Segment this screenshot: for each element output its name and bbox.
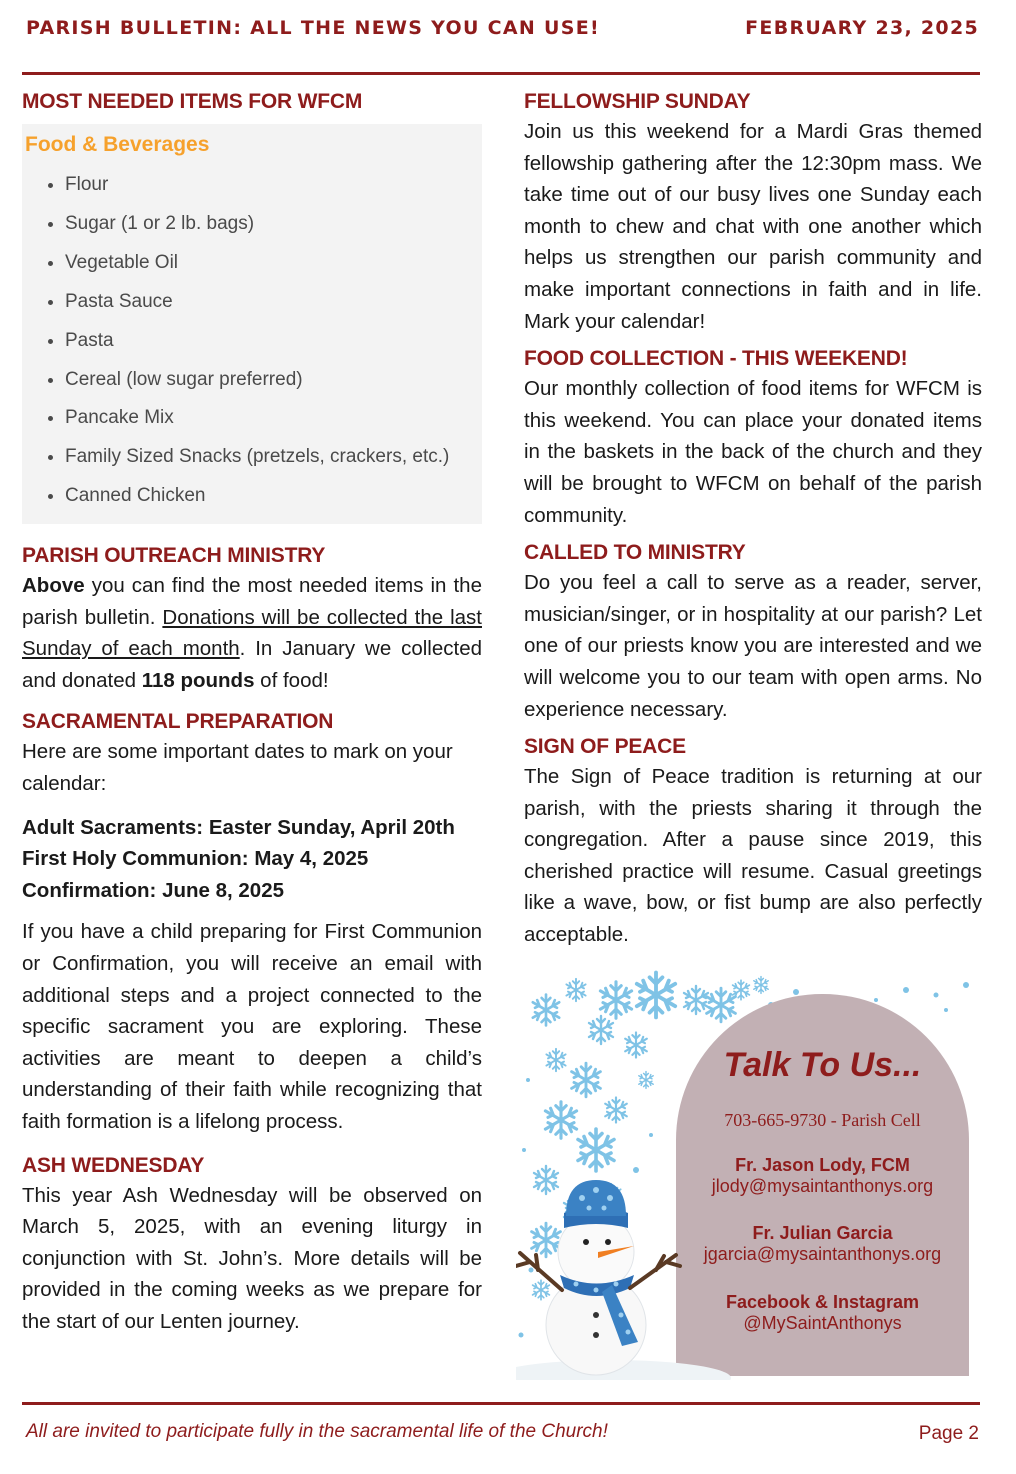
outreach-text-2: . In January we collected and donated [22, 637, 482, 692]
sacramental-intro: Here are some important dates to mark on your calendar: [22, 740, 453, 795]
list-item: • Pasta [65, 322, 482, 361]
list-item: • Sugar (1 or 2 lb. bags) [65, 205, 482, 244]
left-column [22, 88, 482, 1337]
list-item: • Pancake Mix [65, 399, 482, 438]
ash-body: This year Ash Wednesday will be observed on March 5, 2025, with an evening liturgy in conjunction with St. John’s. More details will be provided in the coming weeks as we prepare for the start of our Lenten journey. [22, 1183, 482, 1333]
contact-email[interactable]: jgarcia@mysaintanthonys.org [703, 1244, 942, 1264]
right-column [524, 88, 982, 951]
sacrament-dates [22, 812, 482, 907]
contact-name: Facebook & Instagram [725, 1292, 920, 1312]
contact-julian [676, 1223, 969, 1265]
outreach-bold-start: Above [22, 574, 85, 597]
outreach-text-1: you can find the most needed items in the parish bulletin. [22, 574, 482, 629]
outreach-text-3: of food! [254, 668, 329, 692]
category-title: Food & Beverages [25, 133, 210, 156]
social-handle[interactable]: @MySaintAnthonys [743, 1313, 902, 1333]
bulletin-date: FEBRUARY 23, 2025 [745, 17, 979, 39]
bulletin-title: PARISH BULLETIN: ALL THE NEWS YOU CAN USE! [26, 17, 600, 39]
list-item: • Flour [65, 166, 482, 205]
list-item: • Cereal (low sugar preferred) [65, 361, 482, 400]
talk-title: Talk To Us... [723, 1046, 922, 1084]
page-number: Page 2 [918, 1423, 979, 1444]
needed-items-heading: MOST NEEDED ITEMS FOR WFCM [22, 90, 363, 113]
peace-body: The Sign of Peace tradition is returning at our parish, with the priests sharing it through the congregation. After a pause since 2019, this cherished practice will resume. Casual greetings like a wave, bow, or fist bump are also perfectly acceptable. [524, 765, 982, 947]
ash-heading: ASH WEDNESDAY [22, 1153, 205, 1177]
list-item: • Pasta Sauce [65, 283, 482, 322]
date-confirmation: Confirmation: June 8, 2025 [22, 878, 285, 902]
sacramental-heading: SACRAMENTAL PREPARATION [22, 710, 334, 734]
date-communion: First Holy Communion: May 4, 2025 [22, 847, 369, 871]
sacramental-body: If you have a child preparing for First Communion or Confirmation, you will receive an email with additional steps and a project connected to the specific sacrament you are exploring. These activities are meant to deepen a child’s understanding of their faith while recognizing that faith formation is a lifelong process. [22, 920, 482, 1133]
outreach-underlined: Donations will be collected the last Sunday of each month [22, 605, 482, 661]
called-heading: CALLED TO MINISTRY [524, 541, 746, 565]
list-item: • Vegetable Oil [65, 244, 482, 283]
peace-heading: SIGN OF PEACE [524, 735, 686, 759]
needed-items-list [22, 166, 482, 516]
footer-tagline: All are invited to participate fully in the sacramental life of the Church! [26, 1421, 608, 1442]
contact-name: Fr. Jason Lody, FCM [735, 1155, 910, 1175]
footer-divider [22, 1402, 980, 1405]
date-adult: Adult Sacraments: Easter Sunday, April 20th [22, 815, 455, 839]
header-divider [22, 72, 980, 75]
list-item: • Family Sized Snacks (pretzels, crackers, etc.) [65, 438, 482, 477]
called-body: Do you feel a call to serve as a reader, server, musician/singer, or in hospitality at our parish? Let one of our priests know you are interested and we will welcome you to our team with open arms. No experience necessary. [524, 571, 982, 721]
contact-social [676, 1292, 969, 1334]
outreach-text [22, 570, 482, 696]
food-heading: FOOD COLLECTION - THIS WEEKEND! [524, 347, 908, 371]
contact-jason [676, 1155, 969, 1197]
fellowship-body: Join us this weekend for a Mardi Gras themed fellowship gathering after the 12:30pm mass. We take time out of our busy lives one Sunday each month to chew and chat with one another which helps us strengthen our parish community and make important connections in faith and in life. Mark your calendar! [524, 120, 982, 333]
food-body: Our monthly collection of food items for WFCM is this weekend. You can place your donated items in the baskets in the back of the church and they will be brought to WFCM on behalf of the parish community. [524, 377, 982, 527]
outreach-amount: 118 pounds [141, 668, 255, 692]
contact-name: Fr. Julian Garcia [752, 1223, 893, 1243]
parish-phone[interactable]: 703-665-9730 - Parish Cell [724, 1110, 921, 1130]
fellowship-heading: FELLOWSHIP SUNDAY [524, 90, 751, 113]
talk-to-us-graphic [516, 970, 986, 1380]
contact-email[interactable]: jlody@mysaintanthonys.org [711, 1176, 934, 1196]
needed-items-box [22, 124, 482, 524]
outreach-heading: PARISH OUTREACH MINISTRY [22, 544, 326, 567]
list-item: • Canned Chicken [65, 477, 482, 516]
